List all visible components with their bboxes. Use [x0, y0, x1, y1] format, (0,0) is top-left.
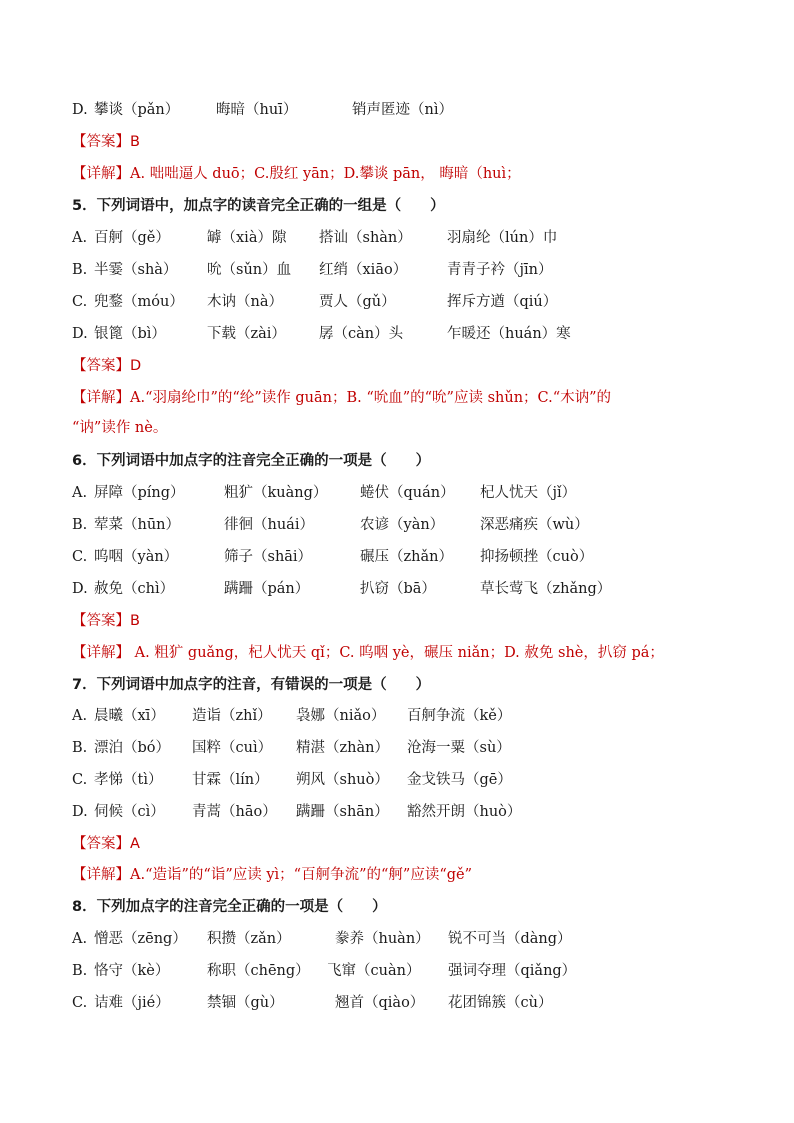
option-item: 蹒跚（shān） — [296, 804, 389, 820]
option-item: 强词夺理（qiǎng） — [448, 963, 577, 979]
answer-tag: 【答案】 — [72, 613, 130, 629]
option-label: C. — [72, 772, 88, 788]
detail-line — [72, 388, 611, 408]
option-item: 呜咽（yàn） — [94, 549, 179, 565]
option-item: 飞窜（cuàn） — [327, 963, 421, 979]
option-label: C. — [72, 549, 88, 565]
option-item: 乍暖还（huán）寒 — [447, 326, 571, 342]
option-item: 百舸争流（kě） — [407, 708, 512, 724]
detail-tag: 【详解】 — [72, 390, 130, 406]
option-item: 称职（chēng） — [207, 963, 310, 979]
option-label: A. — [72, 708, 88, 724]
option-label: D. — [72, 804, 88, 820]
answer-tag: 【答案】 — [72, 134, 130, 150]
option-item: 晦暗（huī） — [216, 102, 298, 118]
option-item: 半霎（shà） — [94, 262, 178, 278]
answer-value: A — [130, 836, 140, 852]
question-title: 7．下列词语中加点字的注音，有错误的一项是（ ） — [72, 677, 431, 693]
detail-line — [72, 418, 167, 438]
answer-value: D — [130, 358, 142, 374]
option-item: 锐不可当（dàng） — [448, 931, 572, 947]
answer-line — [72, 834, 140, 854]
option-item: 国粹（cuì） — [192, 740, 273, 756]
option-item: 蜷伏（quán） — [360, 485, 455, 501]
option-item: 吮（sǔn）血 — [207, 262, 292, 278]
question-title: 5．下列词语中，加点字的读音完全正确的一组是（ ） — [72, 198, 445, 214]
option-item: 孱（càn）头 — [319, 326, 404, 342]
option-item: 羽扇纶（lún）巾 — [447, 230, 558, 246]
option-item: 豁然开朗（huò） — [407, 804, 522, 820]
detail-text: A.“造诣”的“诣”应读 yì；“百舸争流”的“舸”应读“gě” — [130, 867, 473, 883]
option-item: 徘徊（huái） — [224, 517, 314, 533]
option-item: 荤菜（hūn） — [94, 517, 181, 533]
option-item: 孝悌（tì） — [94, 772, 163, 788]
option-label: A. — [72, 931, 88, 947]
option-item: 攀谈（pǎn） — [94, 102, 180, 118]
answer-line — [72, 356, 141, 376]
option-item: 百舸（gě） — [94, 230, 170, 246]
answer-value: B — [130, 134, 140, 150]
option-label: B. — [72, 262, 88, 278]
question-title: 8．下列加点字的注音完全正确的一项是（ ） — [72, 899, 387, 915]
detail-text: A. 咄咄逼人 duō；C.殷红 yān；D.攀谈 pān， 晦暗（huì； — [130, 166, 521, 182]
option-item: 红绡（xiāo） — [319, 262, 408, 278]
option-item: 深恶痛疾（wù） — [480, 517, 589, 533]
answer-line — [72, 132, 140, 152]
option-item: 扒窃（bā） — [360, 581, 436, 597]
option-item: 甘霖（lín） — [192, 772, 269, 788]
option-item: 屏障（píng） — [94, 485, 185, 501]
option-item: 青青子衿（jīn） — [447, 262, 553, 278]
option-item: 银篦（bì） — [94, 326, 166, 342]
detail-text: A.“羽扇纶巾”的“纶”读作 guān；B. “吮血”的“吮”应读 shǔn；C.“木讷”的 — [130, 390, 612, 406]
option-item: 伺候（cì） — [94, 804, 165, 820]
option-item: 精湛（zhàn） — [296, 740, 389, 756]
option-item: 筛子（shāi） — [224, 549, 313, 565]
option-item: 朔风（shuò） — [296, 772, 389, 788]
option-item: 销声匿迹（nì） — [352, 102, 453, 118]
option-label: B. — [72, 740, 88, 756]
option-item: 造诣（zhǐ） — [192, 708, 272, 724]
detail-line — [72, 643, 664, 663]
option-item: 金戈铁马（gē） — [407, 772, 512, 788]
option-item: 贾人（gǔ） — [319, 294, 396, 310]
option-item: 粗犷（kuàng） — [224, 485, 328, 501]
option-item: 赦免（chì） — [94, 581, 175, 597]
option-item: 翘首（qiào） — [335, 995, 425, 1011]
detail-text: “讷”读作 nè。 — [72, 420, 168, 436]
option-item: 草长莺飞（zhǎng） — [480, 581, 612, 597]
option-label: D. — [72, 581, 88, 597]
option-label: B. — [72, 517, 88, 533]
option-item: 花团锦簇（cù） — [448, 995, 553, 1011]
option-item: 诘难（jié） — [94, 995, 170, 1011]
option-item: 漂泊（bó） — [94, 740, 171, 756]
option-item: 禁锢（gù） — [207, 995, 284, 1011]
option-item: 沧海一粟（sù） — [407, 740, 511, 756]
option-item: 搭讪（shàn） — [319, 230, 412, 246]
option-item: 恪守（kè） — [94, 963, 170, 979]
option-item: 青蒿（hāo） — [192, 804, 277, 820]
option-item: 蹒跚（pán） — [224, 581, 310, 597]
option-item: 兜鍪（móu） — [94, 294, 184, 310]
option-item: 抑扬顿挫（cuò） — [480, 549, 594, 565]
option-label: C. — [72, 995, 88, 1011]
option-item: 罅（xià）隙 — [207, 230, 287, 246]
detail-line — [72, 164, 521, 184]
option-label: A. — [72, 230, 88, 246]
answer-tag: 【答案】 — [72, 358, 130, 374]
option-item: 碾压（zhǎn） — [360, 549, 453, 565]
detail-tag: 【详解】 — [72, 166, 130, 182]
answer-value: B — [130, 613, 140, 629]
detail-line — [72, 865, 472, 885]
option-item: 杞人忧天（jǐ） — [480, 485, 577, 501]
option-label: B. — [72, 963, 88, 979]
option-item: 豢养（huàn） — [335, 931, 430, 947]
option-item: 晨曦（xī） — [94, 708, 165, 724]
option-label: C. — [72, 294, 88, 310]
option-item: 袅娜（niǎo） — [296, 708, 386, 724]
option-item: 挥斥方遒（qiú） — [447, 294, 558, 310]
option-label: A. — [72, 485, 88, 501]
detail-tag: 【详解】 — [72, 867, 130, 883]
option-item: 下载（zài） — [207, 326, 286, 342]
question-title: 6．下列词语中加点字的注音完全正确的一项是（ ） — [72, 453, 431, 469]
option-item: 木讷（nà） — [207, 294, 283, 310]
option-item: 积攒（zǎn） — [207, 931, 291, 947]
option-item: 憎恶（zēng） — [94, 931, 187, 947]
answer-line — [72, 611, 140, 631]
option-item: 农谚（yàn） — [360, 517, 445, 533]
detail-tag: 【详解】 — [72, 645, 130, 661]
option-label: D. — [72, 326, 88, 342]
detail-text: A. 粗犷 guǎng，杞人忧天 qǐ；C. 呜咽 yè，碾压 niǎn；D. 赦免 shè，扒窃 pá； — [130, 645, 664, 661]
answer-tag: 【答案】 — [72, 836, 130, 852]
option-label: D. — [72, 102, 88, 118]
